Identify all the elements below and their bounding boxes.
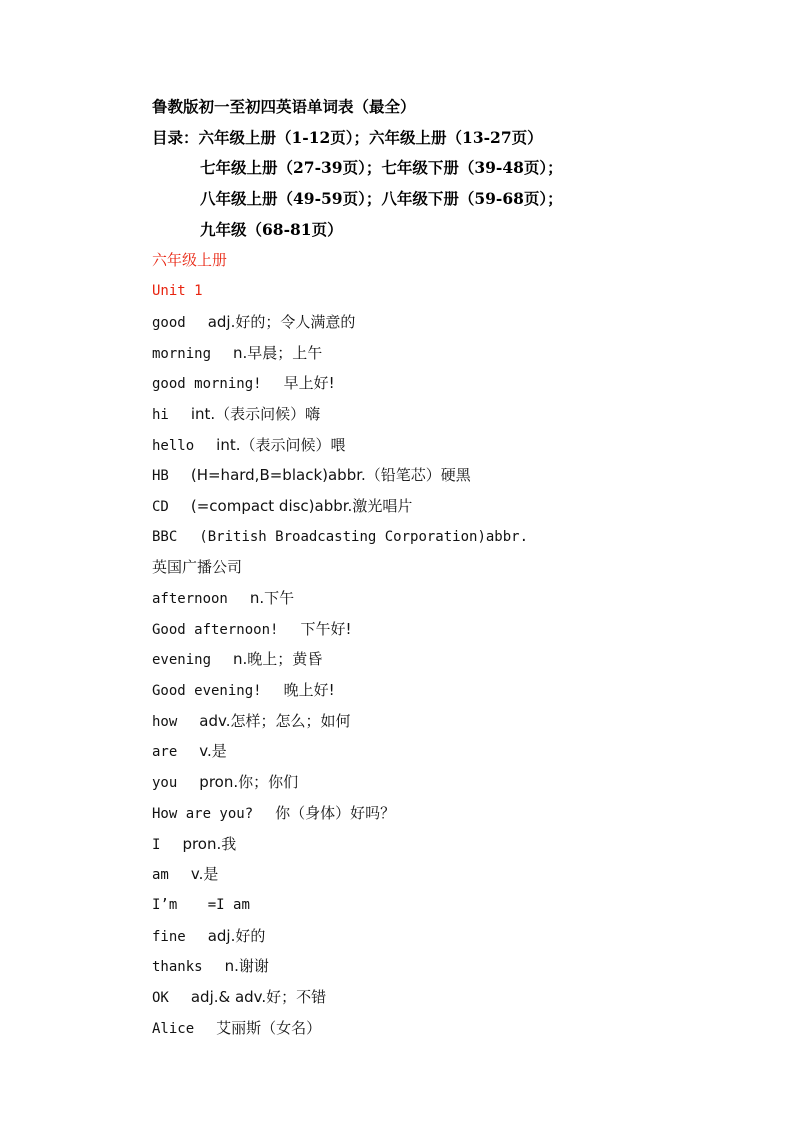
vocab-entry <box>152 307 752 338</box>
vocab-word: Good evening! <box>152 683 262 700</box>
vocab-word: good morning! <box>152 376 262 393</box>
section-heading: 六年级上册 <box>152 251 228 270</box>
unit-heading: Unit 1 <box>152 283 203 300</box>
toc-line-3: 八年级上册（49-59页）；八年级下册（59-68页）； <box>200 189 563 209</box>
vocab-entry <box>152 921 752 952</box>
vocab-meaning: 你（身体）好吗？ <box>275 803 396 822</box>
vocab-meaning: =I am <box>199 896 250 913</box>
vocab-word: morning <box>152 345 212 362</box>
vocab-entry <box>152 859 752 890</box>
document-body <box>152 92 752 1043</box>
vocab-word: hello <box>152 437 195 454</box>
vocab-word: evening <box>152 652 212 669</box>
vocab-entry <box>152 1013 752 1044</box>
vocab-entry <box>152 368 752 399</box>
vocab-word: are <box>152 744 178 761</box>
vocab-meaning: int.（表示问候）喂 <box>216 435 346 454</box>
vocab-entry <box>152 829 752 860</box>
vocab-entry <box>152 338 752 369</box>
vocab-meaning: adj.好的；令人满意的 <box>207 312 356 331</box>
toc-line-4: 九年级（68-81页） <box>200 219 343 239</box>
vocab-entry-continuation <box>152 552 752 583</box>
vocab-word: Good afternoon! <box>152 621 279 638</box>
vocab-meaning: pron.我 <box>182 834 237 853</box>
vocab-meaning: adv.怎样；怎么；如何 <box>199 711 351 730</box>
vocab-word: HB <box>152 468 169 485</box>
vocab-entry <box>152 583 752 614</box>
vocab-meaning: n.晚上；黄昏 <box>233 650 323 669</box>
vocab-meaning: (British Broadcasting Corporation)abbr. <box>199 528 529 545</box>
vocab-word: you <box>152 775 178 792</box>
vocab-meaning: n.谢谢 <box>224 957 269 976</box>
vocab-word: am <box>152 867 169 884</box>
toc-line-1 <box>152 123 752 154</box>
vocab-entry <box>152 522 752 553</box>
toc-line-2: 七年级上册（27-39页）；七年级下册（39-48页）； <box>200 158 563 178</box>
vocab-word: Alice <box>152 1020 195 1037</box>
vocab-meaning: (H=hard,B=black)abbr.（铅笔芯）硬黑 <box>190 466 471 485</box>
vocab-word: 英国广播公司 <box>152 558 243 577</box>
vocab-word: I’m <box>152 896 178 913</box>
vocab-entry <box>152 399 752 430</box>
vocab-meaning: n.下午 <box>249 589 295 607</box>
vocab-entry <box>152 675 752 706</box>
vocab-meaning: 下午好! <box>300 619 352 638</box>
vocab-entry <box>152 736 752 767</box>
vocab-word: How are you? <box>152 805 254 822</box>
vocab-word: thanks <box>152 959 203 976</box>
vocab-entry <box>152 982 752 1013</box>
vocab-entry <box>152 644 752 675</box>
vocab-entry <box>152 890 752 921</box>
vocab-word: CD <box>152 498 169 515</box>
vocab-meaning: v.是 <box>199 742 227 761</box>
vocab-word: good <box>152 314 186 331</box>
document-title: 鲁教版初一至初四英语单词表（最全） <box>152 97 416 116</box>
vocab-meaning: int.（表示问候）嗨 <box>190 404 321 423</box>
vocab-word: afternoon <box>152 591 228 607</box>
vocab-entry <box>152 460 752 491</box>
toc-entry: 六年级上册（1-12页）；六年级上册（13-27页） <box>198 127 543 147</box>
vocab-entry <box>152 951 752 982</box>
vocab-meaning: adj.好的 <box>207 926 266 945</box>
vocab-meaning: 艾丽斯（女名） <box>216 1018 322 1037</box>
vocab-meaning: v.是 <box>190 865 219 884</box>
vocab-word: fine <box>152 928 186 945</box>
vocab-meaning: pron.你；你们 <box>199 773 299 792</box>
vocab-meaning: (=compact disc)abbr.激光唱片 <box>190 496 413 515</box>
vocab-meaning: adj.& adv.好；不错 <box>190 987 327 1006</box>
vocab-entry <box>152 706 752 737</box>
vocab-entry <box>152 798 752 829</box>
vocab-meaning: 晚上好! <box>283 681 335 700</box>
toc-label: 目录： <box>152 127 199 147</box>
vocab-word: hi <box>152 406 169 423</box>
vocab-meaning: n.早晨；上午 <box>233 343 323 362</box>
vocabulary-list <box>152 307 752 1044</box>
vocab-entry <box>152 491 752 522</box>
vocab-word: BBC <box>152 528 178 545</box>
vocab-entry <box>152 767 752 798</box>
vocab-word: I <box>152 836 161 853</box>
vocab-word: how <box>152 713 178 730</box>
vocab-meaning: 早上好! <box>283 374 335 393</box>
vocab-entry <box>152 614 752 645</box>
vocab-entry <box>152 430 752 461</box>
vocab-word: OK <box>152 989 169 1006</box>
